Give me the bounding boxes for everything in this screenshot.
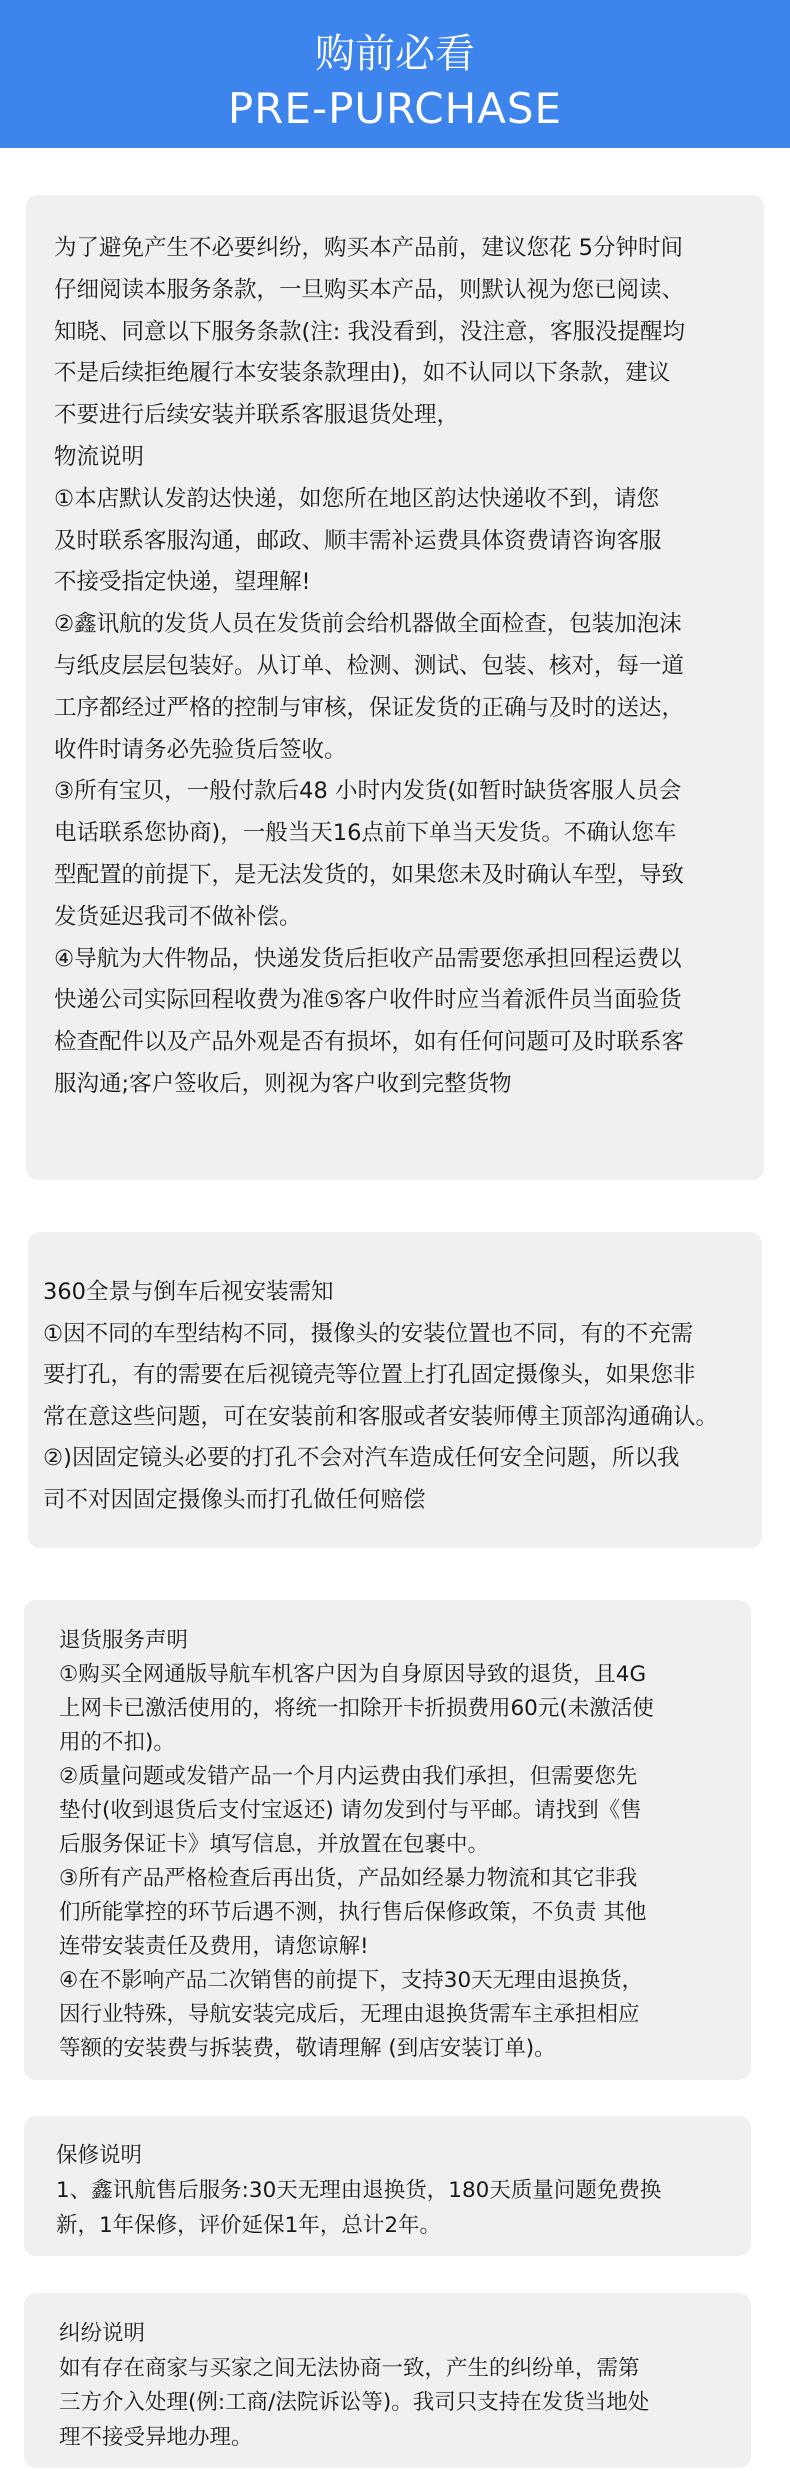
notice-line: ①本店默认发韵达快递，如您所在地区韵达快递收不到，请您 <box>54 485 660 512</box>
returns-line: 垫付(收到退货后支付宝返还) 请勿发到付与平邮。请找到《售 <box>59 1798 642 1823</box>
logistics-heading: 物流说明 <box>54 443 145 470</box>
install-heading: 360全景与倒车后视安装需知 <box>43 1279 334 1305</box>
dispute-line: 三方介入处理(例:工商/法院诉讼等)。我司只支持在发货当地处 <box>59 2390 650 2415</box>
notice-line: 及时联系客服沟通，邮政、顺丰需补运费具体资费请咨询客服 <box>54 527 662 554</box>
returns-line: 等额的安装费与拆装费，敬请理解 (到店安装订单)。 <box>59 2036 556 2061</box>
returns-line: ③所有产品严格检查后再出货，产品如经暴力物流和其它非我 <box>59 1866 638 1891</box>
warranty-line: 1、鑫讯航售后服务:30天无理由退换货，180天质量问题免费换 <box>56 2178 662 2203</box>
warranty-heading: 保修说明 <box>56 2143 143 2168</box>
notice-line: 工序都经过严格的控制与审核，保证发货的正确与及时的送达， <box>54 694 685 721</box>
warranty-line: 新，1年保修，评价延保1年，总计2年。 <box>56 2213 442 2238</box>
purchase-notice-card <box>26 195 764 1180</box>
returns-heading: 退货服务声明 <box>59 1628 189 1653</box>
notice-line: 不是后续拒绝履行本安装条款理由)，如不认同以下条款，建议 <box>54 360 671 387</box>
returns-line: 们所能掌控的环节后遇不测，执行售后保修政策，不负责 其他 <box>59 1900 647 1925</box>
returns-line: 用的不扣)。 <box>59 1730 175 1755</box>
notice-line: 快递公司实际回程收费为准⑤客户收件时应当着派件员当面验货 <box>54 987 682 1014</box>
notice-line: 检查配件以及产品外观是否有损坏，如有任何问题可及时联系客 <box>54 1029 685 1056</box>
header-banner <box>0 0 790 148</box>
notice-line: 不接受指定快递，望理解! <box>54 569 311 596</box>
header-title-cn: 购前必看 <box>315 31 475 77</box>
notice-line: ③所有宝贝，一般付款后48 小时内发货(如暂时缺货客服人员会 <box>54 778 682 805</box>
dispute-heading: 纠纷说明 <box>59 2321 146 2346</box>
notice-line: 不要进行后续安装并联系客服退货处理， <box>54 402 460 429</box>
notice-line: 电话联系您协商)，一般当天16点前下单当天发货。不确认您车 <box>54 820 677 847</box>
header-title-en: PRE-PURCHASE <box>227 84 563 133</box>
notice-line: ②鑫讯航的发货人员在发货前会给机器做全面检查，包装加泡沫 <box>54 611 682 638</box>
install-line: ②)因固定镜头必要的打孔不会对汽车造成任何安全问题，所以我 <box>43 1445 680 1471</box>
dispute-line: 如有存在商家与买家之间无法协商一致，产生的纠纷单，需第 <box>59 2355 640 2381</box>
install-notice-card <box>28 1232 762 1548</box>
install-line: 常在意这些问题，可在安装前和客服或者安装师傅主顶部沟通确认。 <box>43 1403 719 1430</box>
notice-line: 仔细阅读本服务条款，一旦购买本产品，则默认视为您已阅读、 <box>54 276 685 303</box>
notice-line: 服沟通;客户签收后，则视为客户收到完整货物 <box>54 1070 512 1097</box>
returns-line: 因行业特殊，导航安装完成后，无理由退换货需车主承担相应 <box>59 2002 640 2027</box>
returns-line: 后服务保证卡》填写信息，并放置在包裹中。 <box>59 1832 490 1857</box>
install-line: 司不对因固定摄像头而打孔做任何赔偿 <box>43 1486 426 1513</box>
returns-line: ①购买全网通版导航车机客户因为自身原因导致的退货，且4G <box>59 1662 647 1687</box>
notice-line: 知晓、同意以下服务条款(注: 我没看到，没注意，客服没提醒均 <box>54 318 686 345</box>
warranty-card <box>24 2116 751 2256</box>
notice-line: 收件时请务必先验货后签收。 <box>54 736 347 763</box>
notice-line: 与纸皮层层包装好。从订单、检测、测试、包装、核对，每一道 <box>54 652 685 679</box>
notice-line: 为了避免产生不必要纠纷，购买本产品前，建议您花 5分钟时间 <box>54 235 683 261</box>
returns-line: ④在不影响产品二次销售的前提下，支持30天无理由退换货， <box>59 1968 644 1993</box>
return-policy-card <box>24 1600 751 2080</box>
returns-line: 上网卡已激活使用的，将统一扣除开卡折损费用60元(未激活使 <box>59 1696 654 1721</box>
dispute-line: 理不接受异地办理。 <box>59 2424 253 2450</box>
notice-line: ④导航为大件物品，快递发货后拒收产品需要您承担回程运费以 <box>54 945 682 972</box>
notice-line: 型配置的前提下，是无法发货的，如果您未及时确认车型，导致 <box>54 861 685 888</box>
notice-line: 发货延迟我司不做补偿。 <box>54 903 302 930</box>
returns-line: 连带安装责任及费用，请您谅解! <box>59 1934 369 1959</box>
install-line: ①因不同的车型结构不同，摄像头的安装位置也不同，有的不充需 <box>43 1320 694 1347</box>
returns-line: ②质量问题或发错产品一个月内运费由我们承担，但需要您先 <box>59 1764 638 1789</box>
dispute-card <box>24 2293 751 2468</box>
install-line: 要打孔，有的需要在后视镜壳等位置上打孔固定摄像头，如果您非 <box>43 1362 696 1388</box>
